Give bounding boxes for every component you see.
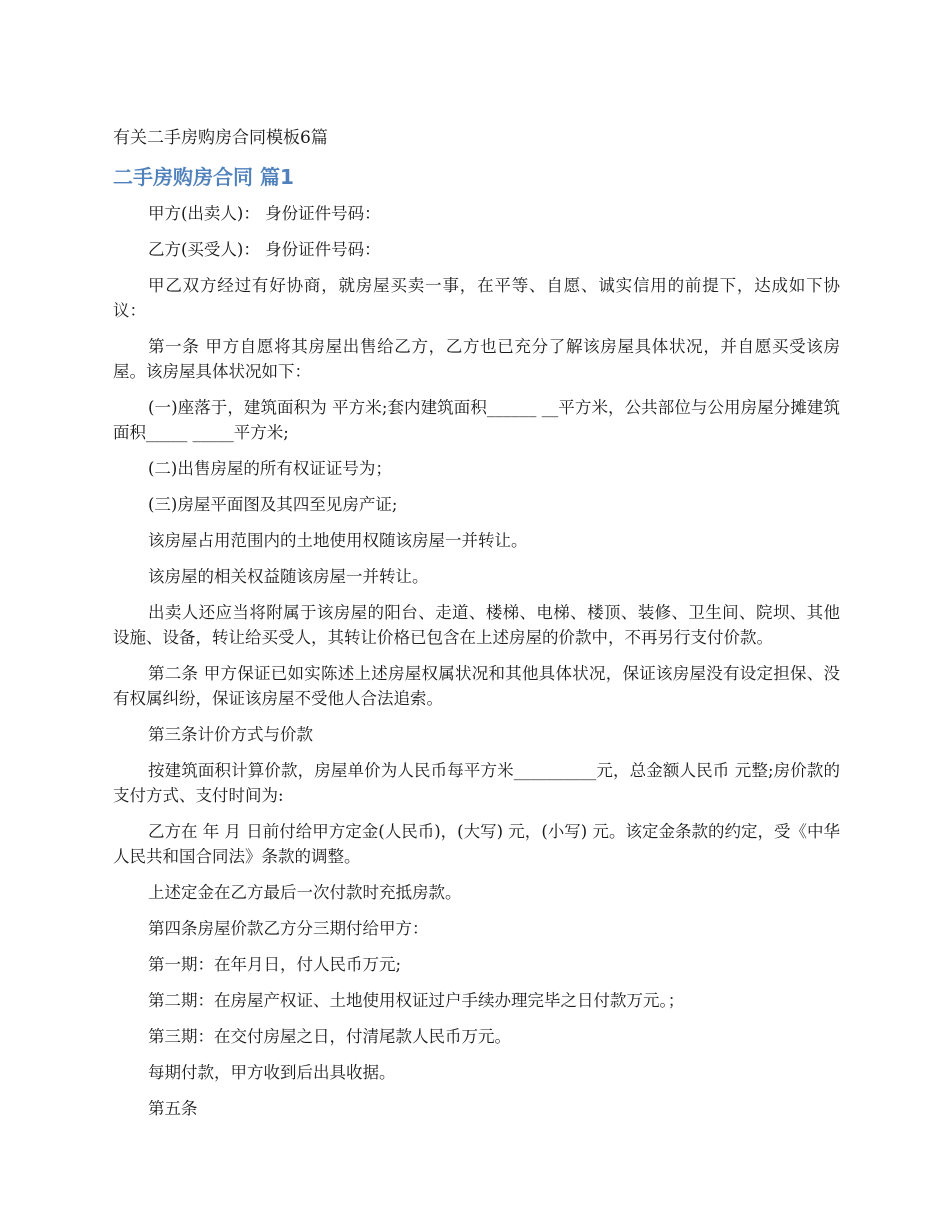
contract-body [113, 201, 840, 1132]
paragraph-article-3: 第三条计价方式与价款 [148, 725, 313, 744]
paragraph-receipt: 每期付款，甲方收到后出具收据。 [148, 1063, 396, 1082]
paragraph-seller: 甲方(出卖人)： 身份证件号码： [148, 204, 381, 223]
paragraph-article-4: 第四条房屋价款乙方分三期付给甲方： [148, 919, 429, 938]
paragraph-article-5: 第五条 [148, 1099, 198, 1118]
paragraph-attached-facilities: 出卖人还应当将附属于该房屋的阳台、走道、楼梯、电梯、楼顶、装修、卫生间、院坝、其他设施、设备，转让给买受人，其转让价格已包含在上述房屋的价款中，不再另行支付价款。 [113, 603, 840, 647]
paragraph-article-2: 第二条 甲方保证已如实陈述上述房屋权属状况和其他具体状况，保证该房屋没有设定担保、没有权属纠纷，保证该房屋不受他人合法追索。 [113, 664, 840, 708]
paragraph-deposit-offset: 上述定金在乙方最后一次付款时充抵房款。 [148, 883, 462, 902]
paragraph-installment-2: 第二期：在房屋产权证、土地使用权证过户手续办理完毕之日付款万元。； [148, 991, 685, 1010]
paragraph-location-area: (一)座落于，建筑面积为 平方米;套内建筑面积______ __平方米，公共部位与公用房屋分摊建筑面积_____ _____平方米; [113, 398, 840, 442]
paragraph-agreement-intro: 甲乙双方经过有好协商，就房屋买卖一事，在平等、自愿、诚实信用的前提下，达成如下协议： [113, 276, 840, 320]
paragraph-price-calculation: 按建筑面积计算价款，房屋单价为人民币每平方米__________元，总金额人民币 元整;房价款的支付方式、支付时间为: [113, 761, 840, 805]
paragraph-installment-1: 第一期：在年月日，付人民币万元; [148, 955, 402, 974]
paragraph-related-rights: 该房屋的相关权益随该房屋一并转让。 [148, 567, 429, 586]
paragraph-land-use: 该房屋占用范围内的土地使用权随该房屋一并转让。 [148, 531, 528, 550]
document-title: 有关二手房购房合同模板6篇 [113, 128, 328, 148]
paragraph-article-1: 第一条 甲方自愿将其房屋出售给乙方，乙方也已充分了解该房屋具体状况，并自愿买受该房屋。该房屋具体状况如下： [113, 337, 840, 381]
section-heading: 二手房购房合同 篇1 [113, 165, 294, 189]
paragraph-ownership-cert: (二)出售房屋的所有权证证号为； [148, 459, 392, 478]
paragraph-installment-3: 第三期：在交付房屋之日，付清尾款人民币万元。 [148, 1027, 511, 1046]
paragraph-floor-plan: (三)房屋平面图及其四至见房产证; [148, 495, 398, 514]
paragraph-deposit: 乙方在 年 月 日前付给甲方定金(人民币)，(大写) 元，(小写) 元。该定金条款的约定，受《中华人民共和国合同法》条款的调整。 [113, 822, 840, 866]
paragraph-buyer: 乙方(买受人)： 身份证件号码： [148, 240, 381, 259]
